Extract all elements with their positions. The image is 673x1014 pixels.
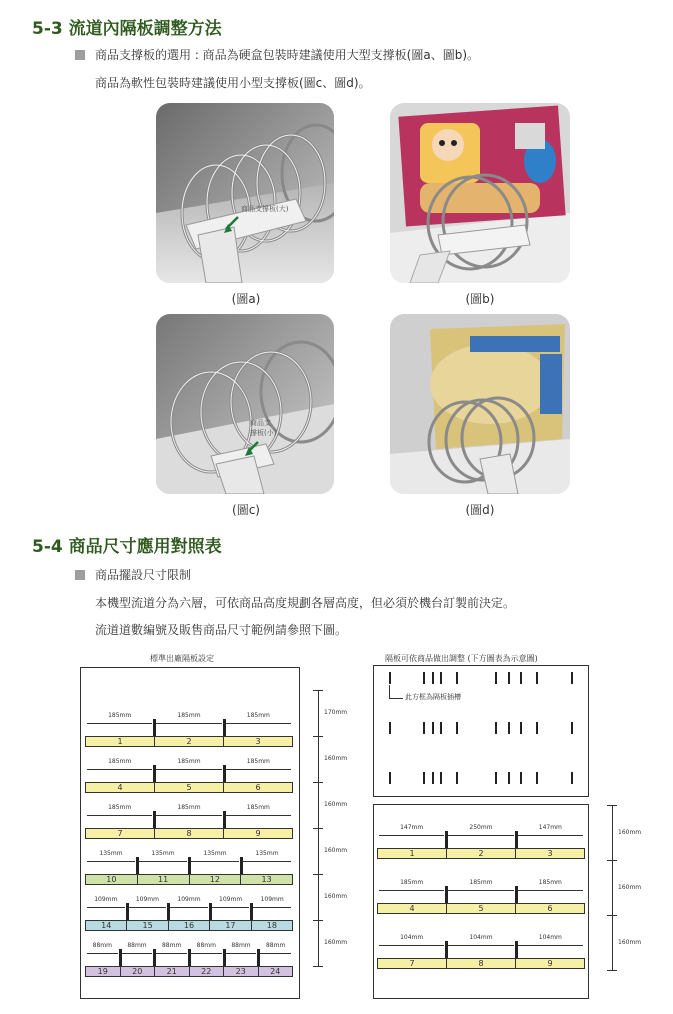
width-label: 185mm [400, 879, 424, 886]
partition-slot-marker [495, 772, 497, 784]
partition-slot-marker [389, 722, 391, 734]
row-height-label: 170mm [324, 709, 348, 716]
width-label: 185mm [108, 804, 132, 811]
width-arrow-line [156, 953, 187, 954]
lane-number: 8 [155, 829, 224, 838]
width-label: 250mm [469, 824, 493, 831]
lane-number: 4 [86, 783, 155, 792]
lane-number: 13 [261, 875, 272, 884]
row-height-label: 160mm [324, 847, 348, 854]
partition-post [153, 719, 156, 736]
height-axis-line [318, 736, 319, 782]
partition-post [136, 857, 139, 874]
width-label: 147mm [538, 824, 562, 831]
photo-c-caption: (圖c) [232, 503, 260, 517]
width-arrow-line [156, 723, 221, 724]
lane-number: 20 [121, 967, 156, 976]
left-diagram-title: 標準出廠隔板設定 [150, 654, 214, 663]
lane-number: 7 [378, 959, 447, 968]
partition-post [223, 811, 226, 828]
partition-slot-marker [571, 672, 573, 684]
partition-post [126, 903, 129, 920]
width-label: 88mm [161, 942, 182, 949]
partition-post [153, 949, 156, 966]
width-arrow-line [243, 861, 291, 862]
height-axis-line [318, 690, 319, 736]
lane-bar [85, 920, 293, 931]
width-arrow-line [191, 861, 239, 862]
partition-post [167, 903, 170, 920]
height-axis-line [318, 782, 319, 828]
width-label: 185mm [469, 879, 493, 886]
lane-number: 4 [378, 904, 447, 913]
lane-number: 23 [224, 967, 259, 976]
width-label: 109mm [94, 896, 118, 903]
lane-number: 9 [255, 829, 261, 838]
lane-number: 6 [255, 783, 261, 792]
lane-number: 3 [547, 849, 553, 858]
lane-number: 5 [155, 783, 224, 792]
width-arrow-line [448, 890, 513, 891]
partition-post [223, 765, 226, 782]
width-label: 135mm [255, 850, 279, 857]
width-arrow-line [379, 835, 444, 836]
partition-slot-marker [456, 722, 458, 734]
photo-a-caption: (圖a) [231, 292, 261, 306]
photo-c [156, 314, 334, 494]
partition-post [250, 903, 253, 920]
partition-post [153, 765, 156, 782]
width-arrow-line [156, 769, 221, 770]
partition-post [445, 831, 448, 848]
width-label: 185mm [246, 804, 270, 811]
partition-slot-marker [456, 772, 458, 784]
width-label: 109mm [260, 896, 284, 903]
width-arrow-line [87, 953, 118, 954]
width-label: 185mm [108, 712, 132, 719]
note-leader-vertical [389, 685, 390, 699]
section-heading: 商品尺寸應用對照表 [68, 537, 222, 557]
lane-bar [85, 966, 293, 977]
width-label: 109mm [219, 896, 243, 903]
sub-text: 商品擺設尺寸限制 [95, 568, 192, 582]
lane-number: 8 [447, 959, 516, 968]
width-label: 185mm [177, 804, 201, 811]
width-arrow-line [87, 861, 135, 862]
width-label: 88mm [196, 942, 216, 949]
lane-number: 2 [155, 737, 224, 746]
partition-slot-marker [508, 772, 510, 784]
width-arrow-line [226, 723, 291, 724]
lane-bar [377, 903, 585, 914]
width-label: 104mm [538, 934, 562, 941]
photo-a-label: 商品支撐板(大) [241, 205, 289, 213]
lane-number: 7 [86, 829, 155, 838]
height-axis-line [612, 805, 613, 860]
row-height-label: 160mm [324, 939, 348, 946]
partition-post [188, 857, 191, 874]
lane-number: 9 [547, 959, 553, 968]
section-title-5-3 [32, 14, 222, 39]
partition-slot-marker [536, 722, 538, 734]
height-tick [607, 970, 617, 971]
width-label: 185mm [246, 758, 270, 765]
photo-b [390, 103, 570, 283]
width-arrow-line [87, 769, 152, 770]
photo-b-caption: (圖b) [465, 292, 495, 306]
width-arrow-line [448, 835, 513, 836]
partition-slot-marker [495, 672, 497, 684]
partition-slot-marker [536, 772, 538, 784]
partition-post [188, 949, 191, 966]
width-arrow-line [87, 815, 152, 816]
width-arrow-line [129, 907, 167, 908]
partition-slot-marker [536, 672, 538, 684]
width-arrow-line [87, 723, 152, 724]
partition-post [153, 811, 156, 828]
partition-post [445, 886, 448, 903]
partition-slot-marker [432, 772, 434, 784]
width-arrow-line [518, 890, 583, 891]
lane-number: 24 [270, 967, 281, 976]
height-axis-line [318, 828, 319, 874]
section-heading: 流道內隔板調整方法 [68, 19, 222, 39]
partition-slot-marker [440, 772, 442, 784]
lane-bar [377, 848, 585, 859]
lane-number: 17 [210, 921, 251, 930]
row-height-label: 160mm [618, 828, 642, 836]
partition-slot-marker [456, 672, 458, 684]
partition-post [515, 886, 518, 903]
photo-a [156, 103, 334, 283]
width-label: 185mm [108, 758, 132, 765]
row-height-label: 160mm [324, 755, 348, 762]
width-arrow-line [518, 945, 583, 946]
row-height-label: 160mm [618, 938, 642, 946]
photo-c-label: 商品支 撐板(小) [250, 419, 277, 437]
partition-slot-legend-panel [373, 665, 589, 797]
lane-number: 14 [86, 921, 127, 930]
height-axis-line [612, 860, 613, 915]
row-height-label: 160mm [324, 893, 348, 900]
row-height-label: 160mm [324, 801, 348, 808]
support-board-line-2: 商品為軟性包裝時建議使用小型支撐板(圖c、圖d)。 [95, 76, 371, 90]
partition-slot-marker [508, 722, 510, 734]
width-arrow-line [518, 835, 583, 836]
partition-slot-marker [440, 722, 442, 734]
lane-number: 11 [138, 875, 190, 884]
partition-post [223, 719, 226, 736]
photo-d [390, 314, 570, 494]
size-limit-subheading [75, 566, 191, 583]
height-axis-line [612, 915, 613, 970]
width-arrow-line [226, 953, 257, 954]
width-label: 135mm [203, 850, 227, 857]
width-arrow-line [191, 953, 222, 954]
partition-slot-marker [495, 722, 497, 734]
lane-number: 12 [190, 875, 242, 884]
partition-slot-marker [432, 672, 434, 684]
slot-note: 此方框為隔板插槽 [405, 693, 461, 701]
lane-bar [85, 736, 293, 747]
lane-number: 1 [378, 849, 447, 858]
photo-d-caption: (圖d) [465, 503, 495, 517]
lane-number: 10 [86, 875, 138, 884]
partition-post [223, 949, 226, 966]
lane-number: 5 [447, 904, 516, 913]
width-arrow-line [260, 953, 291, 954]
square-bullet-icon [75, 570, 85, 580]
partition-slot-marker [432, 722, 434, 734]
width-arrow-line [170, 907, 208, 908]
partition-slot-marker [571, 722, 573, 734]
right-diagram-title: 隔板可依商品做出調整 (下方圖表為示意圖) [385, 654, 538, 663]
row-height-label: 160mm [618, 883, 642, 891]
partition-slot-marker [440, 672, 442, 684]
section-title-5-4 [32, 532, 222, 557]
partition-post [119, 949, 122, 966]
width-arrow-line [226, 815, 291, 816]
lane-number: 19 [86, 967, 121, 976]
width-label: 109mm [135, 896, 159, 903]
width-label: 185mm [177, 712, 201, 719]
partition-slot-marker [508, 672, 510, 684]
partition-post [257, 949, 260, 966]
adjusted-partition-panel [373, 804, 589, 999]
partition-post [515, 941, 518, 958]
partition-slot-marker [423, 772, 425, 784]
width-label: 109mm [177, 896, 201, 903]
width-arrow-line [448, 945, 513, 946]
width-arrow-line [379, 890, 444, 891]
square-bullet-icon [75, 50, 85, 60]
width-label: 104mm [469, 934, 493, 941]
height-tick [313, 966, 323, 967]
partition-post [515, 831, 518, 848]
note-leader-horizontal [389, 698, 403, 699]
line1-text: 商品支撐板的選用 : 商品為硬盒包裝時建議使用大型支撐板(圖a、圖b)。 [95, 48, 480, 62]
lane-layer-note: 本機型流道分為六層，可依商品高度規劃各層高度，但必須於機台訂製前決定。 [95, 596, 516, 610]
lane-bar [85, 782, 293, 793]
partition-slot-marker [389, 772, 391, 784]
lane-number: 18 [266, 921, 277, 930]
lane-number: 22 [190, 967, 225, 976]
width-arrow-line [87, 907, 125, 908]
width-arrow-line [122, 953, 153, 954]
lane-number: 3 [255, 737, 261, 746]
height-axis-line [318, 920, 319, 966]
lane-number: 15 [127, 921, 168, 930]
lane-number: 2 [447, 849, 516, 858]
partition-slot-marker [571, 772, 573, 784]
support-board-line-1 [75, 46, 479, 63]
section-number: 5-4 [32, 537, 63, 557]
lane-number: 21 [155, 967, 190, 976]
width-arrow-line [139, 861, 187, 862]
partition-slot-marker [520, 722, 522, 734]
partition-slot-marker [423, 672, 425, 684]
partition-slot-marker [520, 672, 522, 684]
width-label: 88mm [231, 942, 251, 949]
partition-post [240, 857, 243, 874]
width-arrow-line [212, 907, 250, 908]
width-label: 185mm [246, 712, 270, 719]
partition-slot-marker [389, 672, 391, 684]
lane-bar [85, 874, 293, 885]
width-label: 185mm [538, 879, 562, 886]
width-arrow-line [253, 907, 291, 908]
width-label: 135mm [151, 850, 175, 857]
partition-post [445, 941, 448, 958]
lane-number: 6 [547, 904, 553, 913]
lane-bar [85, 828, 293, 839]
width-arrow-line [156, 815, 221, 816]
width-label: 135mm [99, 850, 123, 857]
section-number: 5-3 [32, 19, 63, 39]
partition-slot-marker [520, 772, 522, 784]
lane-number: 1 [86, 737, 155, 746]
width-arrow-line [379, 945, 444, 946]
lane-bar [377, 958, 585, 969]
lane-number-note: 流道道數編號及販售商品尺寸範例請參照下圖。 [95, 623, 348, 637]
width-label: 88mm [265, 942, 286, 949]
lane-number: 16 [169, 921, 210, 930]
width-arrow-line [226, 769, 291, 770]
width-label: 104mm [400, 934, 424, 941]
width-label: 185mm [177, 758, 201, 765]
width-label: 147mm [400, 824, 424, 831]
partition-slot-marker [423, 722, 425, 734]
partition-post [209, 903, 212, 920]
width-label: 88mm [92, 942, 112, 949]
width-label: 88mm [127, 942, 147, 949]
height-axis-line [318, 874, 319, 920]
